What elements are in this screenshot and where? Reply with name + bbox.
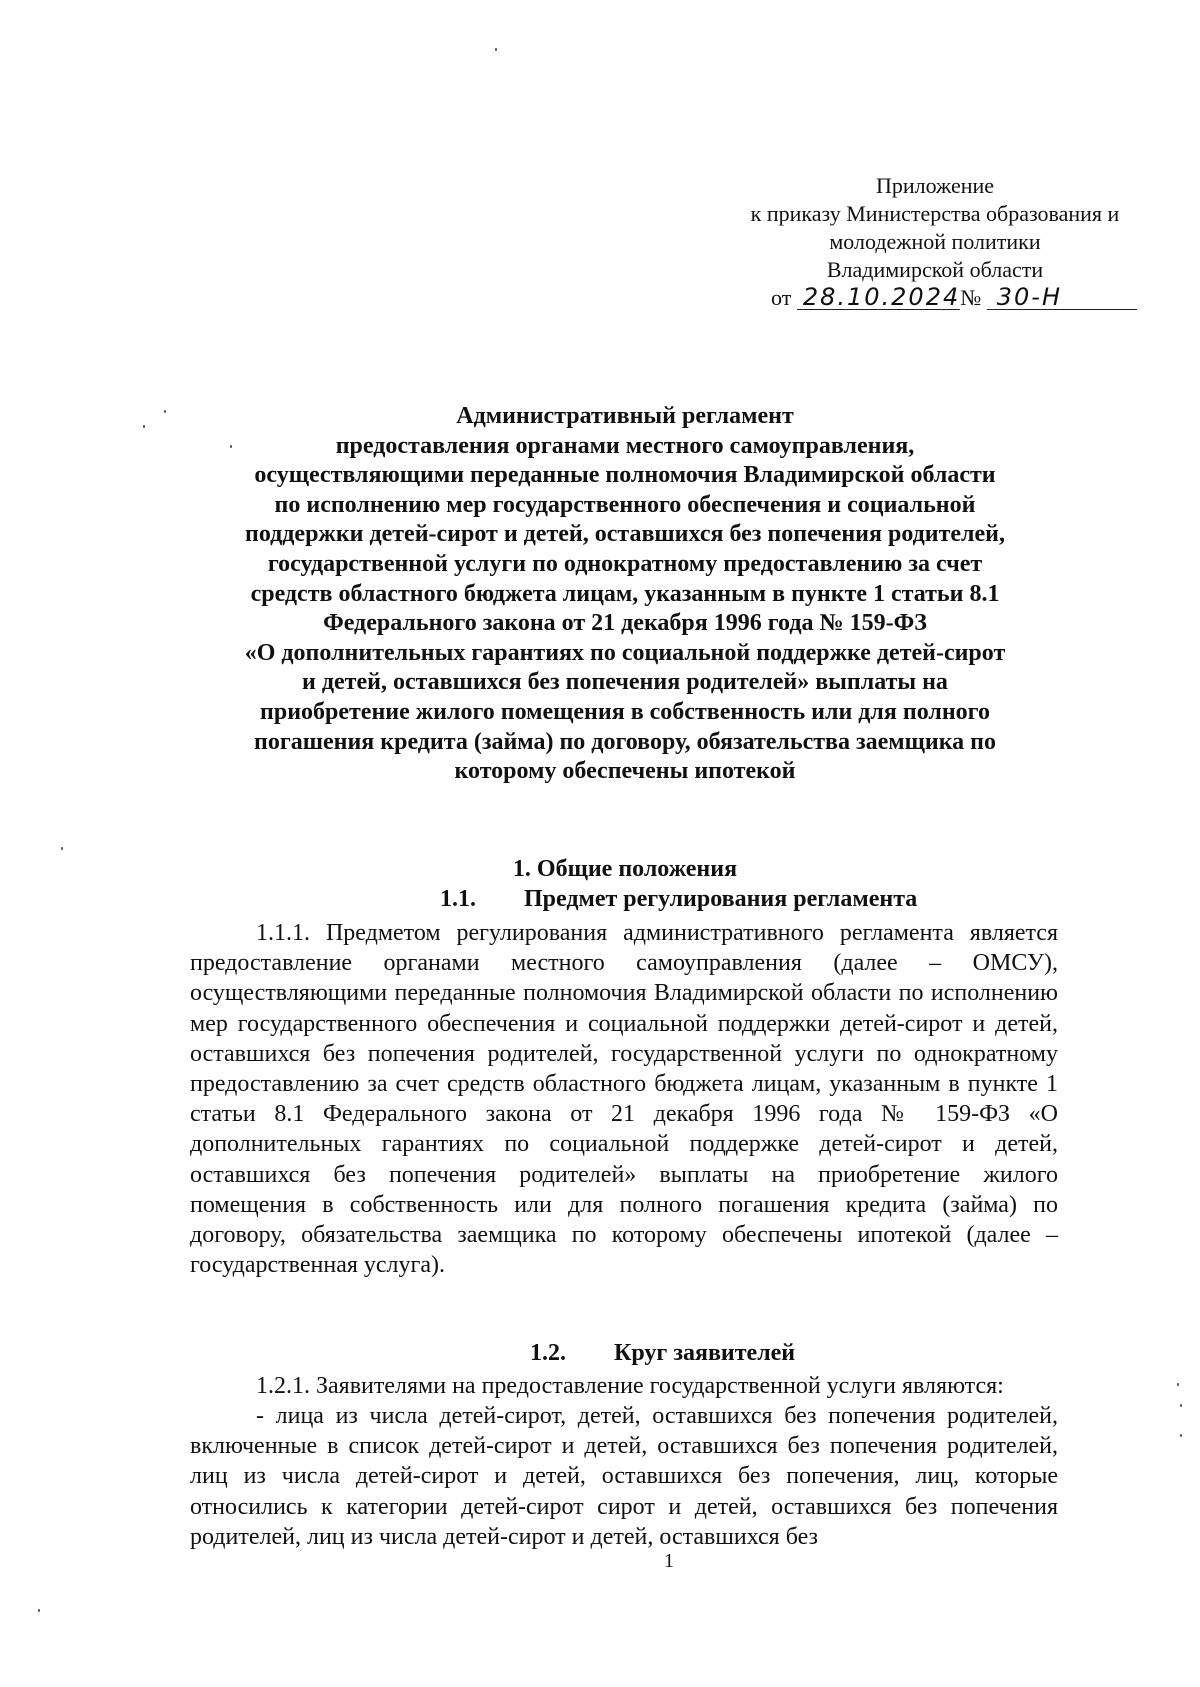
scan-speck (495, 48, 497, 51)
scan-speck (1180, 1434, 1182, 1437)
title-line: приобретение жилого помещения в собственность или для полного (260, 698, 990, 725)
handwritten-number: 30-Н (987, 285, 1137, 310)
date-prefix: от (771, 285, 792, 310)
scan-speck (61, 847, 63, 850)
scan-speck (1180, 1404, 1182, 1407)
appendix-date-number (735, 284, 1135, 312)
scan-speck (1177, 1383, 1179, 1386)
title-line: по исполнению мер государственного обеспечения и социальной (274, 491, 976, 518)
subsection-heading-1-1 (440, 886, 917, 913)
appendix-label: Приложение (875, 173, 995, 198)
number-sign: № (960, 285, 982, 310)
handwritten-date: 28.10.2024 (797, 285, 960, 310)
title-line: осуществляющими переданные полномочия Владимирской области (254, 462, 996, 489)
title-line: «О дополнительных гарантиях по социальной поддержке детей-сирот (244, 639, 1006, 666)
title-line: погашения кредита (займа) по договору, обязательства заемщика по (253, 728, 997, 755)
scan-speck (230, 445, 232, 448)
subsection-heading-1-2 (530, 1340, 795, 1367)
title-line: Административный регламент (456, 403, 794, 429)
subsection-title: Предмет регулирования регламента (524, 886, 918, 912)
appendix-block (735, 172, 1135, 312)
paragraph-applicants-item: - лица из числа детей-сирот, детей, оставшихся без попечения родителей, включенные в список детей-сирот и детей, оставшихся без попечения родителей, лиц из числа детей-сирот и детей, оставшихся без попечения, лиц, которые относились к категории детей-сирот сирот и детей, оставшихся без попечения родителей, лиц из числа детей-сирот и детей, оставшихся без (190, 1403, 1058, 1550)
title-line: предоставления органами местного самоуправления, (335, 432, 915, 459)
title-line: которому обеспечены ипотекой (454, 758, 796, 785)
paragraph-1-1-1: 1.1.1. Предметом регулирования административного регламента является предоставление органами местного самоуправления (далее – ОМСУ), осуществляющими переданные полномочия Владимирской области по исполнению мер государственного обеспечения и социальной поддержки детей-сирот и детей, оставшихся без попечения родителей, государственной услуги по однократному предоставлению за счет средств областного бюджета лицам, указанным в пункте 1 статьи 8.1 Федерального закона от 21 декабря 1996 года № 159-ФЗ «О дополнительных гарантиях по социальной поддержке детей-сирот и детей, оставшихся без попечения родителей» выплаты на приобретение жилого помещения в собственность или для полного погашения кредита (займа) по договору, обязательства заемщика по которому обеспечены ипотекой (далее – государственная услуга). (190, 920, 1058, 1279)
subsection-title: Круг заявителей (614, 1340, 796, 1366)
title-line: поддержки детей-сирот и детей, оставшихся без попечения родителей, (245, 521, 1005, 548)
scan-speck (143, 425, 145, 428)
appendix-order-ref: к приказу Министерства образования и (750, 201, 1120, 226)
scan-speck (38, 1609, 40, 1612)
title-line: средств областного бюджета лицам, указанным в пункте 1 статьи 8.1 (250, 580, 1000, 607)
subsection-number: 1.1. (440, 886, 476, 912)
title-line: и детей, оставшихся без попечения родителей» выплаты на (302, 669, 948, 696)
appendix-ministry: молодежной политики (829, 229, 1041, 254)
paragraph-1-2-1: 1.2.1. Заявителями на предоставление государственной услуги являются: (256, 1373, 1004, 1399)
appendix-region: Владимирской области (826, 257, 1044, 282)
scan-speck (164, 410, 166, 413)
title-line: Федерального закона от 21 декабря 1996 года № 159-ФЗ (323, 610, 927, 637)
page-number: 1 (664, 1550, 674, 1572)
section-heading: 1. Общие положения (512, 856, 738, 882)
subsection-number: 1.2. (530, 1340, 566, 1366)
document-title (190, 402, 1060, 787)
title-line: государственной услуги по однократному предоставлению за счет (267, 550, 983, 577)
